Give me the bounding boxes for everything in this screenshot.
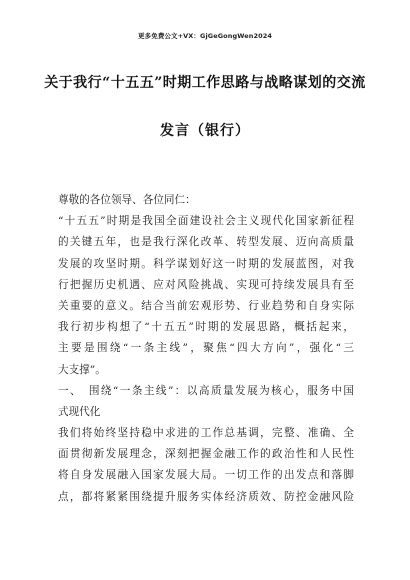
- header-promo-note: 更多免费公文+VX：GjGeGongWen2024: [138, 32, 272, 40]
- body-line: 将自身发展融入国家发展大局。一切工作的出发点和落脚: [58, 469, 354, 482]
- body-line: 尊敬的各位领导、各位同仁：: [58, 194, 196, 206]
- document-title-line-1: 关于我行“十五五”时期工作思路与战略谋划的交流: [44, 75, 366, 91]
- body-line: 行把握历史机遇、应对风险挑战、实现可持续发展具有至: [58, 278, 354, 291]
- body-line: 大支撑”。: [58, 363, 106, 376]
- body-line: 的关键五年，也是我行深化改革、转型发展、迈向高质量: [58, 236, 354, 249]
- body-line: 我们将始终坚持稳中求进的工作总基调，完整、准确、全: [58, 427, 354, 440]
- document-body: [58, 190, 354, 508]
- section-heading-line: 一、 围绕“一条主线”：以高质量发展为核心，服务中国: [58, 384, 354, 397]
- body-line: 我行初步构想了“十五五”时期的发展思路，概括起来，: [58, 321, 354, 334]
- body-line: 点，都将紧紧围绕提升服务实体经济质效、防控金融风险: [58, 490, 354, 503]
- body-line: 关重要的意义。结合当前宏观形势、行业趋势和自身实际: [58, 299, 354, 312]
- body-line: 主要是围绕“一条主线”，聚焦“四大方向”，强化“三: [58, 342, 354, 355]
- document-title-line-2: 发言（银行）: [160, 123, 250, 139]
- body-line: 发展的攻坚时期。科学谋划好这一时期的发展蓝图，对我: [58, 257, 354, 270]
- body-line: 面贯彻新发展理念，深刻把握金融工作的政治性和人民性: [58, 448, 354, 461]
- section-heading-line: 式现代化: [58, 405, 101, 418]
- body-line: “十五五”时期是我国全面建设社会主义现代化国家新征程: [58, 215, 354, 228]
